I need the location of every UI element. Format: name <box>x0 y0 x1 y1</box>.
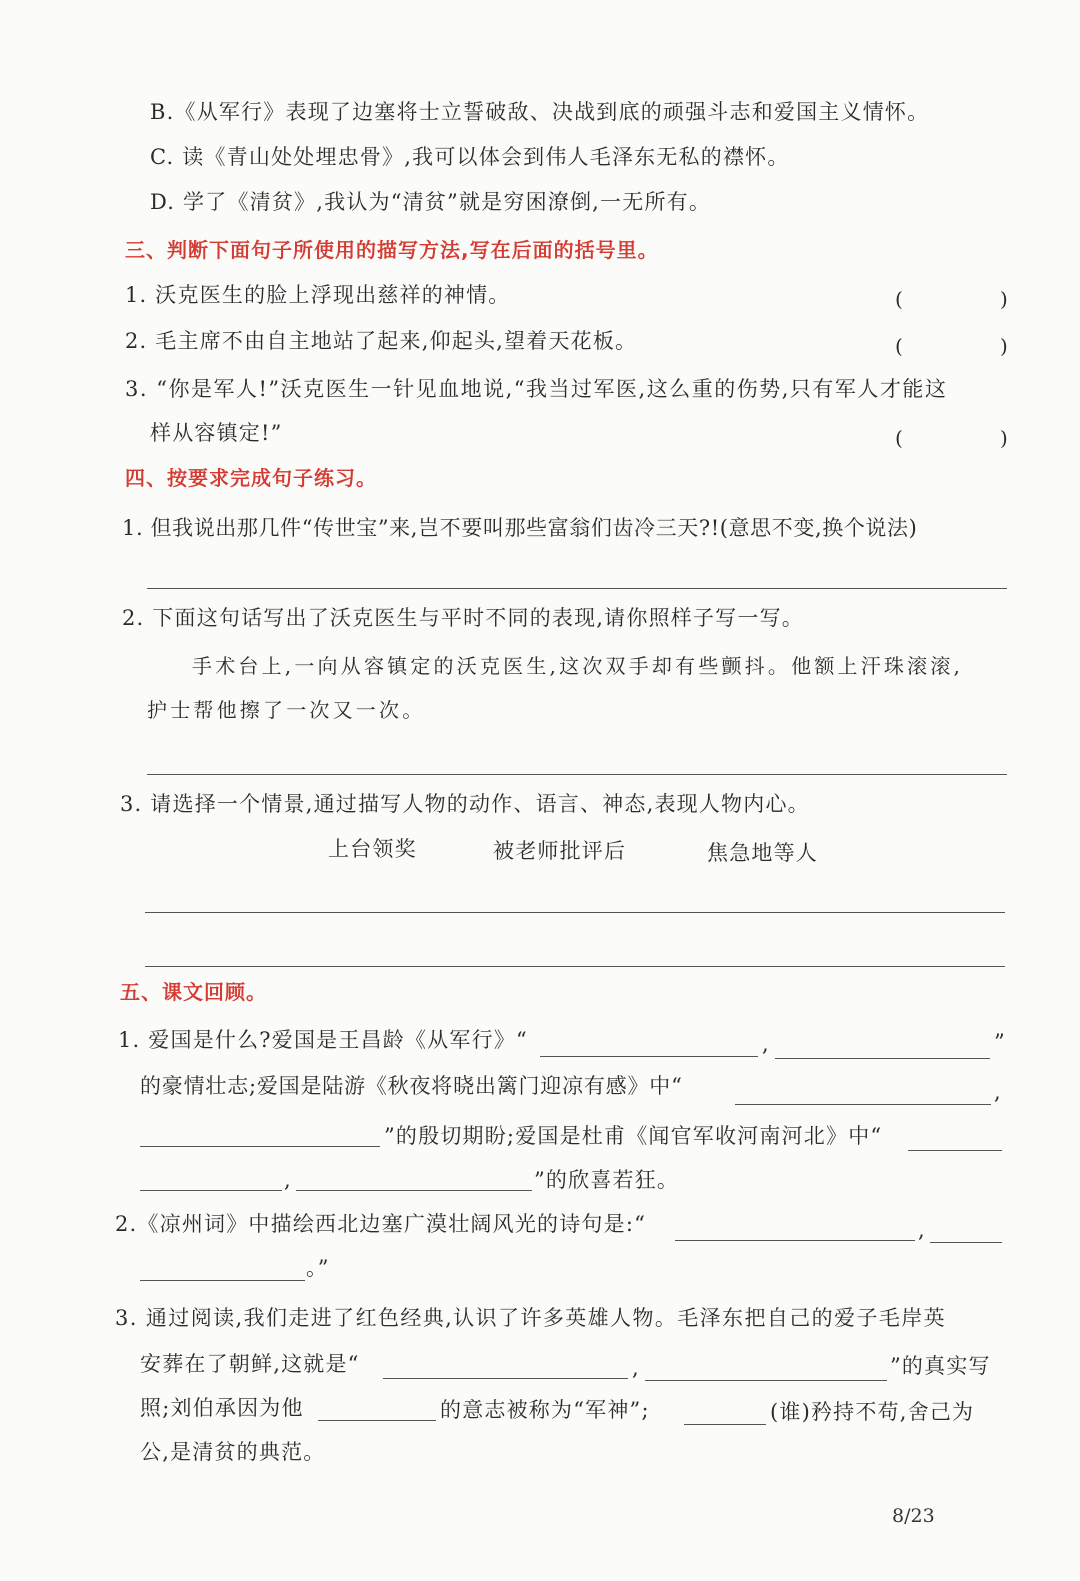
scenario-option: 上台领奖 <box>328 837 417 861</box>
blank-line[interactable] <box>140 1146 380 1147</box>
blank-line[interactable] <box>383 1378 628 1379</box>
section-4-question-1: 1. 但我说出那几件“传世宝”来,岂不要叫那些富翁们齿冷三天?!(意思不变,换个说法) <box>122 516 918 540</box>
section-3-question-2: 2. 毛主席不由自主地站了起来,仰起头,望着天花板。 <box>125 329 638 353</box>
scenario-option: 被老师批评后 <box>493 839 627 863</box>
blank-line[interactable] <box>775 1058 990 1059</box>
section-3-heading: 三、判断下面句子所使用的描写方法,写在后面的括号里。 <box>125 238 659 262</box>
section-3-question-1: 1. 沃克医生的脸上浮现出慈祥的神情。 <box>125 283 511 307</box>
blank-line[interactable] <box>140 1190 282 1191</box>
section-5-question-1-line-2: 的豪情壮志;爱国是陆游《秋夜将晓出篱门迎凉有感》中“ <box>140 1074 683 1098</box>
blank-line[interactable] <box>684 1424 766 1425</box>
example-sentence-continued: 护士帮他擦了一次又一次。 <box>147 698 426 722</box>
blank-line[interactable] <box>296 1190 532 1191</box>
answer-paren-close: ) <box>1000 287 1008 311</box>
blank-line[interactable] <box>540 1056 758 1057</box>
blank-line[interactable] <box>318 1420 436 1421</box>
comma: , <box>918 1218 926 1242</box>
example-sentence: 手术台上,一向从容镇定的沃克医生,这次双手却有些颤抖。他额上汗珠滚滚, <box>192 654 964 678</box>
comma: , <box>994 1080 1002 1104</box>
blank-line[interactable] <box>930 1242 1002 1243</box>
section-5-question-3-line-2: 安葬在了朝鲜,这就是“ <box>140 1352 360 1376</box>
option-b: B.《从军行》表现了边塞将士立誓破敌、决战到底的顽强斗志和爱国主义情怀。 <box>150 100 930 124</box>
answer-paren-open: ( <box>895 287 903 311</box>
close-quote: ” <box>994 1030 1006 1054</box>
section-5-question-3-line-3-mid: 的意志被称为“军神”; <box>440 1398 650 1422</box>
section-3-question-3-continued: 样从容镇定!” <box>150 421 283 445</box>
answer-paren-close: ) <box>1000 334 1008 358</box>
answer-line[interactable] <box>145 966 1005 967</box>
answer-paren-open: ( <box>895 426 903 450</box>
blank-line[interactable] <box>140 1280 305 1281</box>
close-quote: 。” <box>306 1256 330 1280</box>
answer-line[interactable] <box>145 912 1005 913</box>
answer-line[interactable] <box>147 774 1007 775</box>
blank-line[interactable] <box>675 1240 915 1241</box>
section-4-heading: 四、按要求完成句子练习。 <box>125 466 377 490</box>
comma: , <box>284 1168 292 1192</box>
section-5-question-1-line-4: ”的欣喜若狂。 <box>534 1168 680 1192</box>
comma: , <box>762 1032 770 1056</box>
scenario-option: 焦急地等人 <box>707 841 818 865</box>
page-number: 8/23 <box>892 1505 935 1527</box>
section-5-question-3-line-3: 照;刘伯承因为他 <box>140 1396 304 1420</box>
section-5-heading: 五、课文回顾。 <box>120 980 267 1004</box>
section-5-question-1: 1. 爱国是什么?爱国是王昌龄《从军行》“ <box>118 1028 528 1052</box>
section-4-question-2: 2. 下面这句话写出了沃克医生与平时不同的表现,请你照样子写一写。 <box>122 606 804 630</box>
section-5-question-3: 3. 通过阅读,我们走进了红色经典,认识了许多英雄人物。毛泽东把自己的爱子毛岸英 <box>115 1306 947 1330</box>
section-5-question-1-line-3: ”的殷切期盼;爱国是杜甫《闻官军收河南河北》中“ <box>384 1124 883 1148</box>
blank-line[interactable] <box>735 1104 991 1105</box>
section-3-question-3: 3. “你是军人!”沃克医生一针见血地说,“我当过军医,这么重的伤势,只有军人才能这 <box>125 377 948 401</box>
section-5-question-3-line-2-end: ”的真实写 <box>890 1354 991 1378</box>
section-5-question-3-line-4: 公,是清贫的典范。 <box>140 1440 326 1464</box>
option-d: D. 学了《清贫》,我认为“清贫”就是穷困潦倒,一无所有。 <box>150 190 712 214</box>
section-4-question-3: 3. 请选择一个情景,通过描写人物的动作、语言、神态,表现人物内心。 <box>120 792 810 816</box>
section-5-question-2: 2.《凉州词》中描绘西北边塞广漠壮阔风光的诗句是:“ <box>115 1212 647 1236</box>
blank-line[interactable] <box>645 1380 887 1381</box>
section-5-question-3-line-3-end: (谁)矜持不苟,舍己为 <box>770 1400 975 1424</box>
option-c: C. 读《青山处处埋忠骨》,我可以体会到伟人毛泽东无私的襟怀。 <box>150 145 790 169</box>
answer-line[interactable] <box>147 588 1007 589</box>
answer-paren-open: ( <box>895 334 903 358</box>
blank-line[interactable] <box>908 1150 1002 1151</box>
comma: , <box>632 1356 640 1380</box>
answer-paren-close: ) <box>1000 426 1008 450</box>
